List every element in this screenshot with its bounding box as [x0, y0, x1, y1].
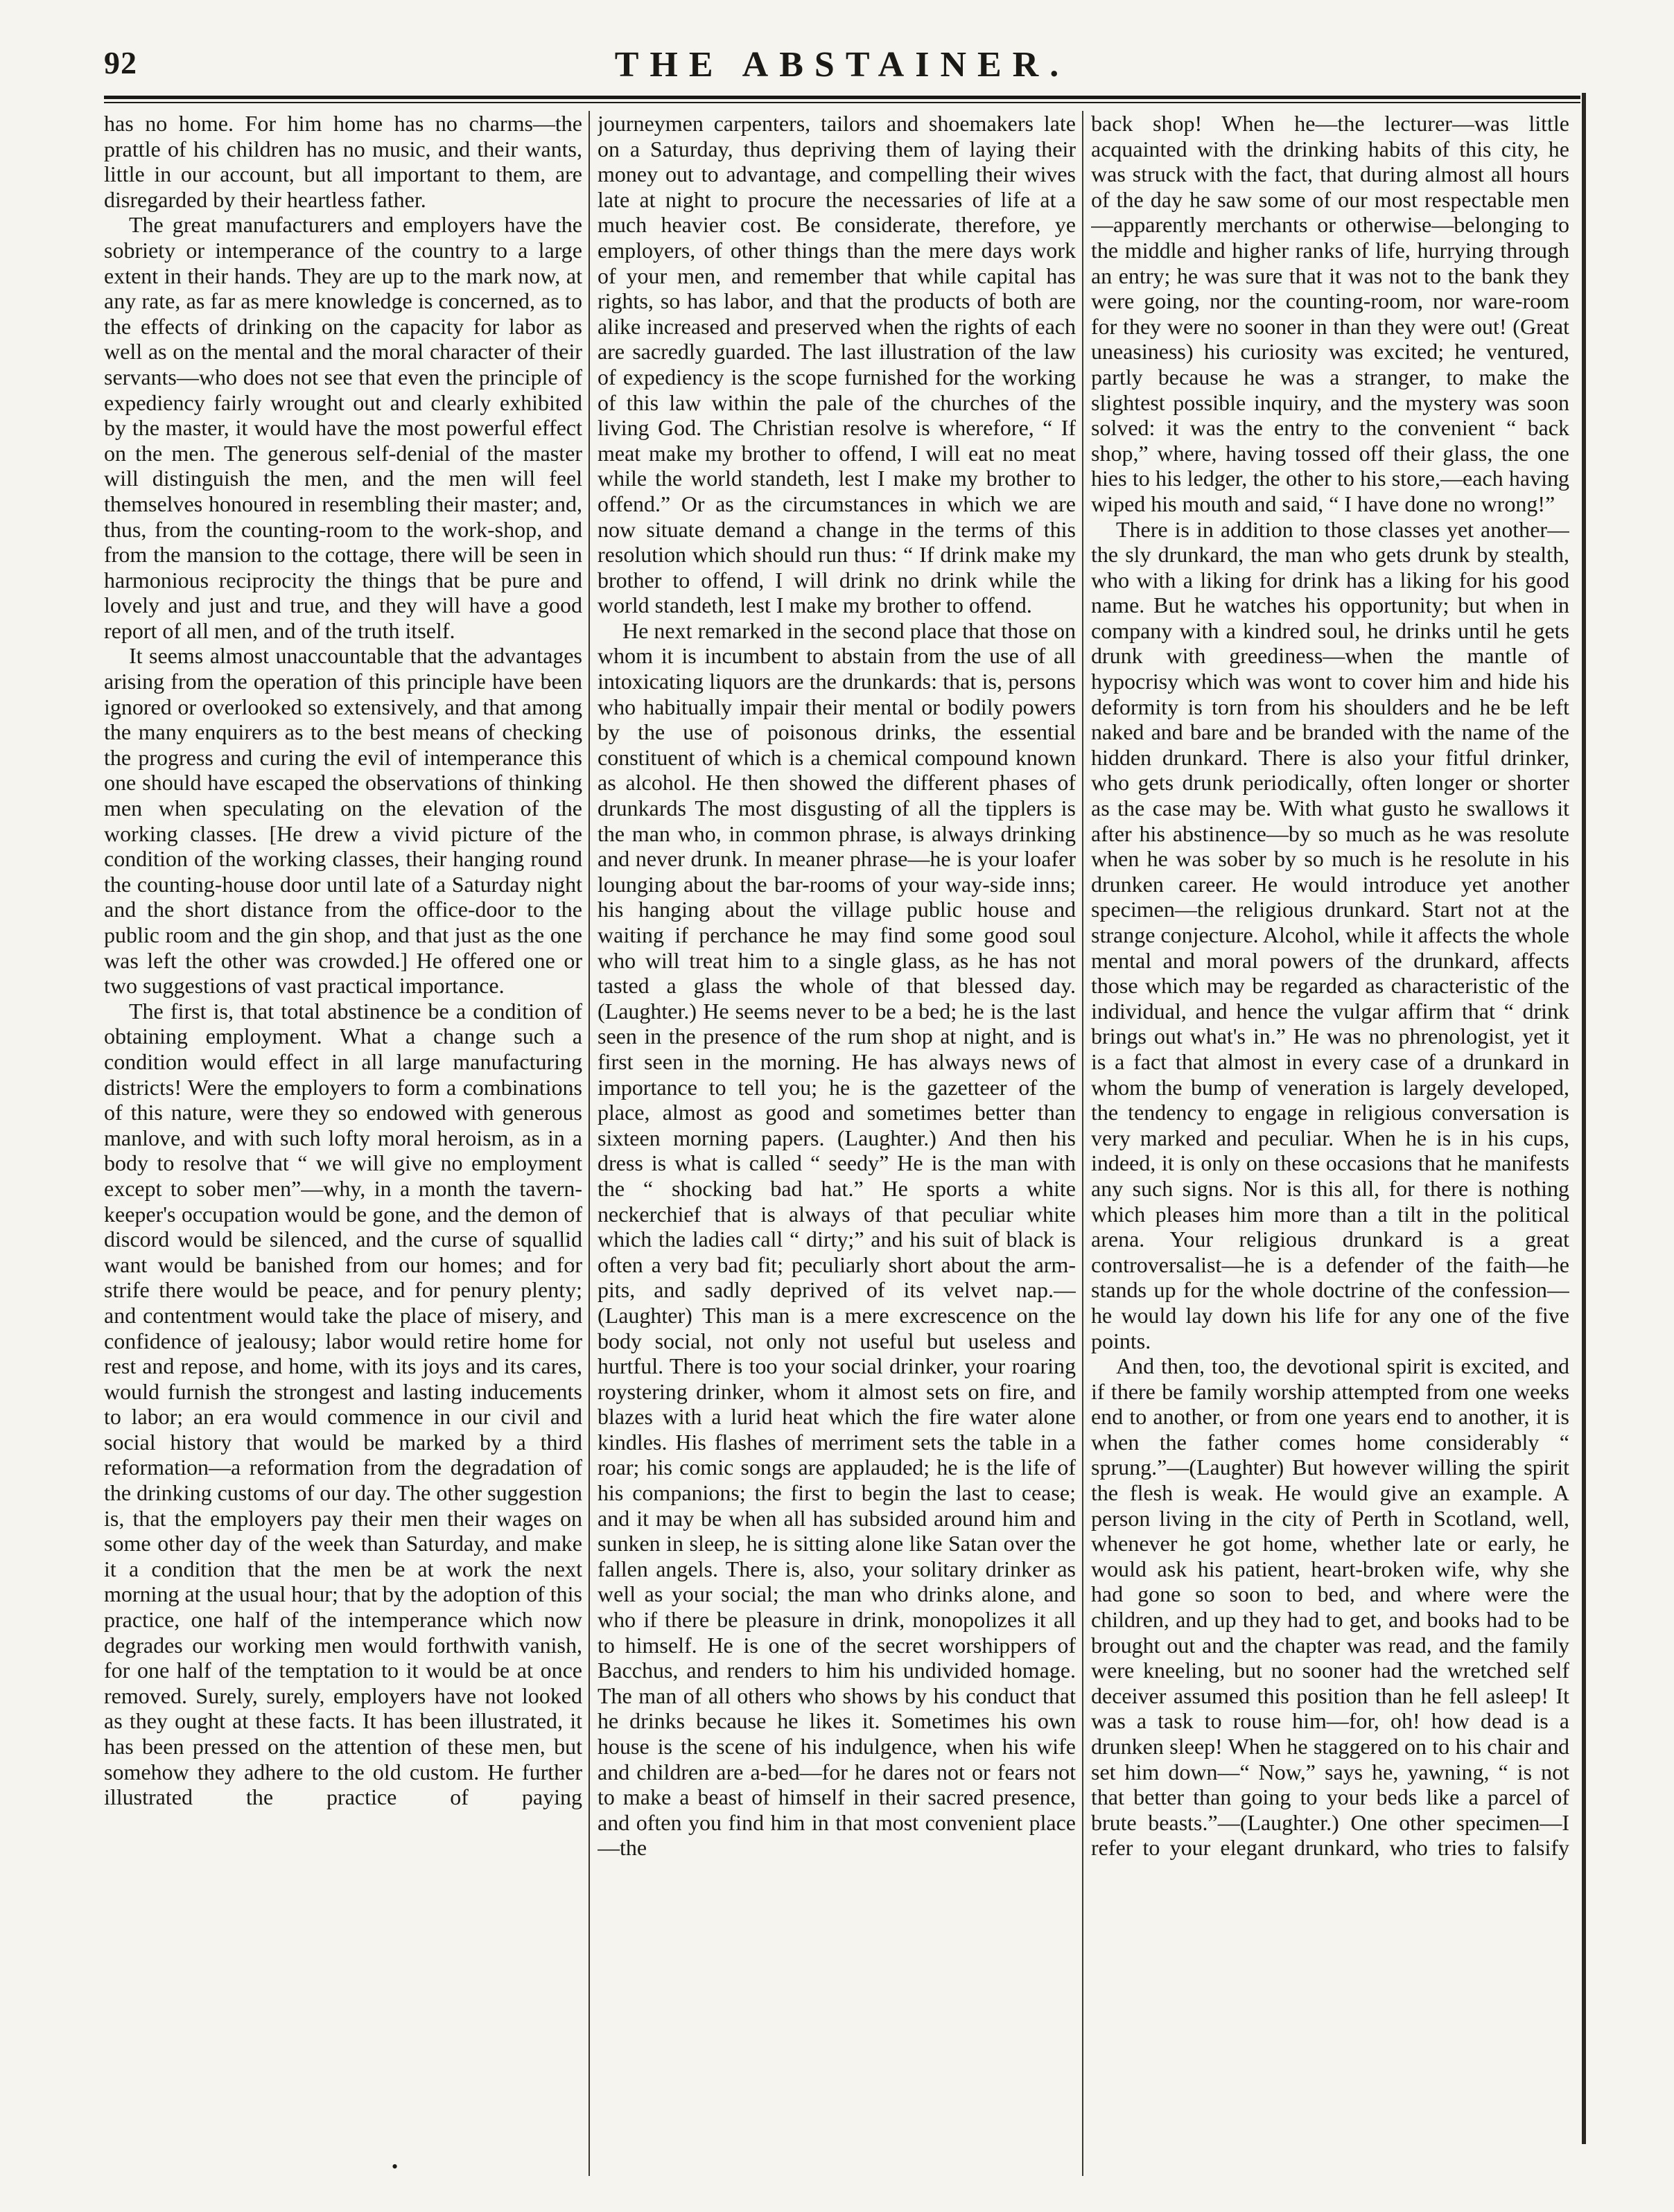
paragraph: And then, too, the devotional spirit is excited, and if there be family worship attempted from one weeks end to another, or from one years end to another, it is when the father comes home considerably “ sprung.”—(Laughter) But however willing the spirit the flesh is weak. He would give an example. A person living in the city of Perth in Scotland, well, whenever he got home, whether late or early, he would ask his patient, heart-broken wife, why she had gone so soon to bed, and where were the children, and up they had to get, and books had to be brought out and the chapter was read, and the family were kneeling, but no sooner had the wretched self deceiver assumed this position than he fell asleep! It was a task to rouse him—for, oh! how dead is a drunken sleep! When he staggered on to his chair and set him down—“ Now,” says he, yawning, “ is not that better than going to your beds like a parcel of brute beasts.”—(Laughter.) One other specimen—I refer to your elegant drunkard, who tries to falsify	[1091, 1353, 1569, 1861]
paragraph: He next remarked in the second place that those on whom it is incumbent to abstain from the use of all intoxicating liquors are the drunkards: that is, persons who habitually impair their mental or bodily powers by the use of poisonous drinks, the essential constituent of which is a chemical compound known as alcohol. He then showed the different phases of drunkards The most disgusting of all the tipplers is the man who, in common phrase, is always drinking and never drunk. In meaner phrase—he is your loafer lounging about the bar-rooms of your way-side inns; his hanging about the village public house and waiting if perchance he may find some good soul who will treat him to a single glass, as he has not tasted a glass the whole of that blessed day. (Laughter.) He seems never to be a bed; he is the last seen in the presence of the rum shop at night, and is first seen in the morning. He has always news of importance to tell you; he is the gazetteer of the place, almost as good and sometimes better than sixteen morning papers. (Laughter.) And then his dress is what is called “ seedy” He is the man with the “ shocking bad hat.” He sports a white neckerchief that is always of that peculiar white which the ladies call “ dirty;” and his suit of black is often a very bad fit; peculiarly short about the arm-pits, and sadly deprived of its velvet nap.—(Laughter) This man is a mere excrescence on the body social, not only not useful but useless and hurtful. There is too your social drinker, your roaring roystering drinker, whom it almost sets on fire, and blazes with a lurid heat which the fire water alone kindles. His flashes of merriment sets the table in a roar; his comic songs are applauded; he is the life of his companions; the first to begin the last to cease; and it may be when all has subsided around him and sunken in sleep, he is sitting alone like Satan over the fallen angels. There is, also, your solitary drinker as well as your social; the man who drinks alone, and who if there be pleasure in drink, monopolizes it all to himself. He is one of the secret worshippers of Bacchus, and renders to him his undivided homage. The man of all others who shows by his conduct that he drinks because he likes it. Sometimes his own house is the scene of his indulgence, when his wife and children are a-bed—for he dares not or fears not to make a beast of himself in their sacred presence, and often you find him in that most convenient place—the	[598, 617, 1076, 1861]
page-edge	[1582, 93, 1586, 2144]
paragraph: journeymen carpenters, tailors and shoemakers late on a Saturday, thus depriving them of laying their money out to advantage, and compelling their wives late at night to procure the necessaries of life at a much heavier cost. Be considerate, therefore, ye employers, of other things than the mere days work of your men, and remember that while capital has rights, so has labor, and that the products of both are alike increased and preserved when the rights of each are sacredly guarded. The last illustration of the law of expediency is the scope furnished for the working of this law within the pale of the churches of the living God. The Christian resolve is wherefore, “ If meat make my brother to offend, I will eat no meat while the world standeth, lest I make my brother to offend.” Or as the circumstances in which we are now situate demand a change in the terms of this resolution which should run thus: “ If drink make my brother to offend, I will drink no drink while the world standeth, lest I make my brother to offend.	[598, 111, 1076, 618]
paragraph: It seems almost unaccountable that the advantages arising from the operation of this principle have been ignored or overlooked so extensively, and that among the many enquirers as to the best means of checking the progress and curing the evil of intemperance this one should have escaped the observations of thinking men when speculating on the elevation of the working classes. [He drew a vivid picture of the condition of the working classes, their hanging round the counting-house door until late of a Saturday night and the short distance from the office-door to the public room and the gin shop, and that just as the one was left the other was crowded.] He offered one or two suggestions of vast practical importance.	[104, 643, 582, 999]
paragraph: The first is, that total abstinence be a condition of obtaining employment. What a change such a condition would effect in all large manufacturing districts! Were the employers to form a combinations of this nature, were they so endowed with generous manlove, and with such lofty moral heroism, as in a body to resolve that “ we will give no employment except to sober men”—why, in a month the tavern-keeper's occupation would be gone, and the demon of discord would be silenced, and the curse of squallid want would be banished from our homes; and for strife there would be peace, and for penury plenty; and contentment would take the place of misery, and confidence of jealousy; labor would retire home for rest and repose, and home, with its joys and its cares, would furnish the strongest and lasting inducements to labor; an era would commence in our civil and social history that would be marked by a third reformation—a reformation from the degradation of the drinking customs of our day. The other suggestion is, that the employers pay their men their wages on some other day of the week than Saturday, and make it a condition that the men be at work the next morning at the usual hour; that by the adoption of this practice, one half of the intemperance which now degrades our working men would forthwith vanish, for one half of the temptation to it would be at once removed. Surely, surely, employers have not looked as they ought at these facts. It has been illustrated, it has been pressed on the attention of these men, but somehow they adhere to the old custom. He further illustrated the practice of paying	[104, 998, 582, 1810]
header-rule	[104, 96, 1580, 99]
column-1	[104, 111, 582, 2190]
page-header	[104, 44, 1580, 93]
paragraph: The great manufacturers and employers have the sobriety or intemperance of the country to a large extent in their hands. They are up to the mark now, at any rate, as far as mere knowledge is concerned, as to the effects of drinking on the capacity for labor as well as on the mental and the moral character of their servants—who does not see that even the principle of expediency fairly wrought out and clearly exhibited by the master, it would have the most powerful effect on the men. The generous self-denial of the master will distinguish the men, and the men will feel themselves honoured in resembling their master; and, thus, from the counting-room to the work-shop, and from the mansion to the cottage, there will be seen in harmonious reciprocity the things that be pure and lovely and just and true, and they will have a good report of all men, and of the truth itself.	[104, 212, 582, 643]
column-divider	[1082, 111, 1083, 2176]
paragraph: has no home. For him home has no charms—the prattle of his children has no music, and their wants, little in our account, but all important to them, are disregarded by their heartless father.	[104, 111, 582, 212]
column-divider	[588, 111, 590, 2176]
bottom-dot: •	[392, 2157, 399, 2177]
paragraph: There is in addition to those classes yet another—the sly drunkard, the man who gets drunk by stealth, who with a liking for drink has a liking for his good name. But he watches his opportunity; but when in company with a kindred soul, he drinks until he gets drunk with greediness—when the mantle of hypocrisy which was wont to cover him and hide his deformity is torn from his shoulders and he be left naked and bare and be branded with the name of the hidden drunkard. There is also your fitful drinker, who gets drunk periodically, often longer or shorter as the case may be. With what gusto he swallows it after his abstinence—by so much as he was resolute when he was sober by so much is he resolute in his drunken career. He would introduce yet another specimen—the religious drunkard. Start not at the strange conjecture. Alcohol, while it affects the whole mental and moral powers of the drunkard, affects those which may be regarded as characteristic of the individual, and hence the vulgar affirm that “ drink brings out what's in.” He was no phrenologist, yet it is a fact that almost in every case of a drunkard in whom the bump of veneration is largely developed, the tendency to engage in religious conversation is very marked and peculiar. When he is in his cups, indeed, it is only on these occasions that he manifests any such signs. Nor is this all, for there is nothing which pleases him more than a tilt in the political arena. Your religious drunkard is a great controversalist—he is a defender of the faith—he stands up for the whole doctrine of the confession—he would lay down his life for any one of the five points.	[1091, 516, 1569, 1353]
page-number: 92	[104, 45, 137, 80]
header-rule-thin	[104, 102, 1580, 103]
column-2	[598, 111, 1076, 2190]
column-3	[1091, 111, 1569, 2190]
paragraph: back shop! When he—the lecturer—was little acquainted with the drinking habits of this city, he was struck with the fact, that during almost all hours of the day he saw some of our most respectable men—apparently merchants or otherwise—belonging to the middle and higher ranks of life, hurrying through an entry; he was sure that it was not to the bank they were going, nor the counting-room, nor ware-room for they were no sooner in than they were out! (Great uneasiness) his curiosity was excited; he ventured, partly because he was a stranger, to make the slightest possible inquiry, and the mystery was soon solved: it was the entry to the convenient “ back shop,” where, having tossed off their glass, the one hies to his ledger, the other to his store,—each having wiped his mouth and said, “ I have done no wrong!”	[1091, 111, 1569, 516]
masthead-title: THE ABSTAINER.	[614, 45, 1070, 85]
